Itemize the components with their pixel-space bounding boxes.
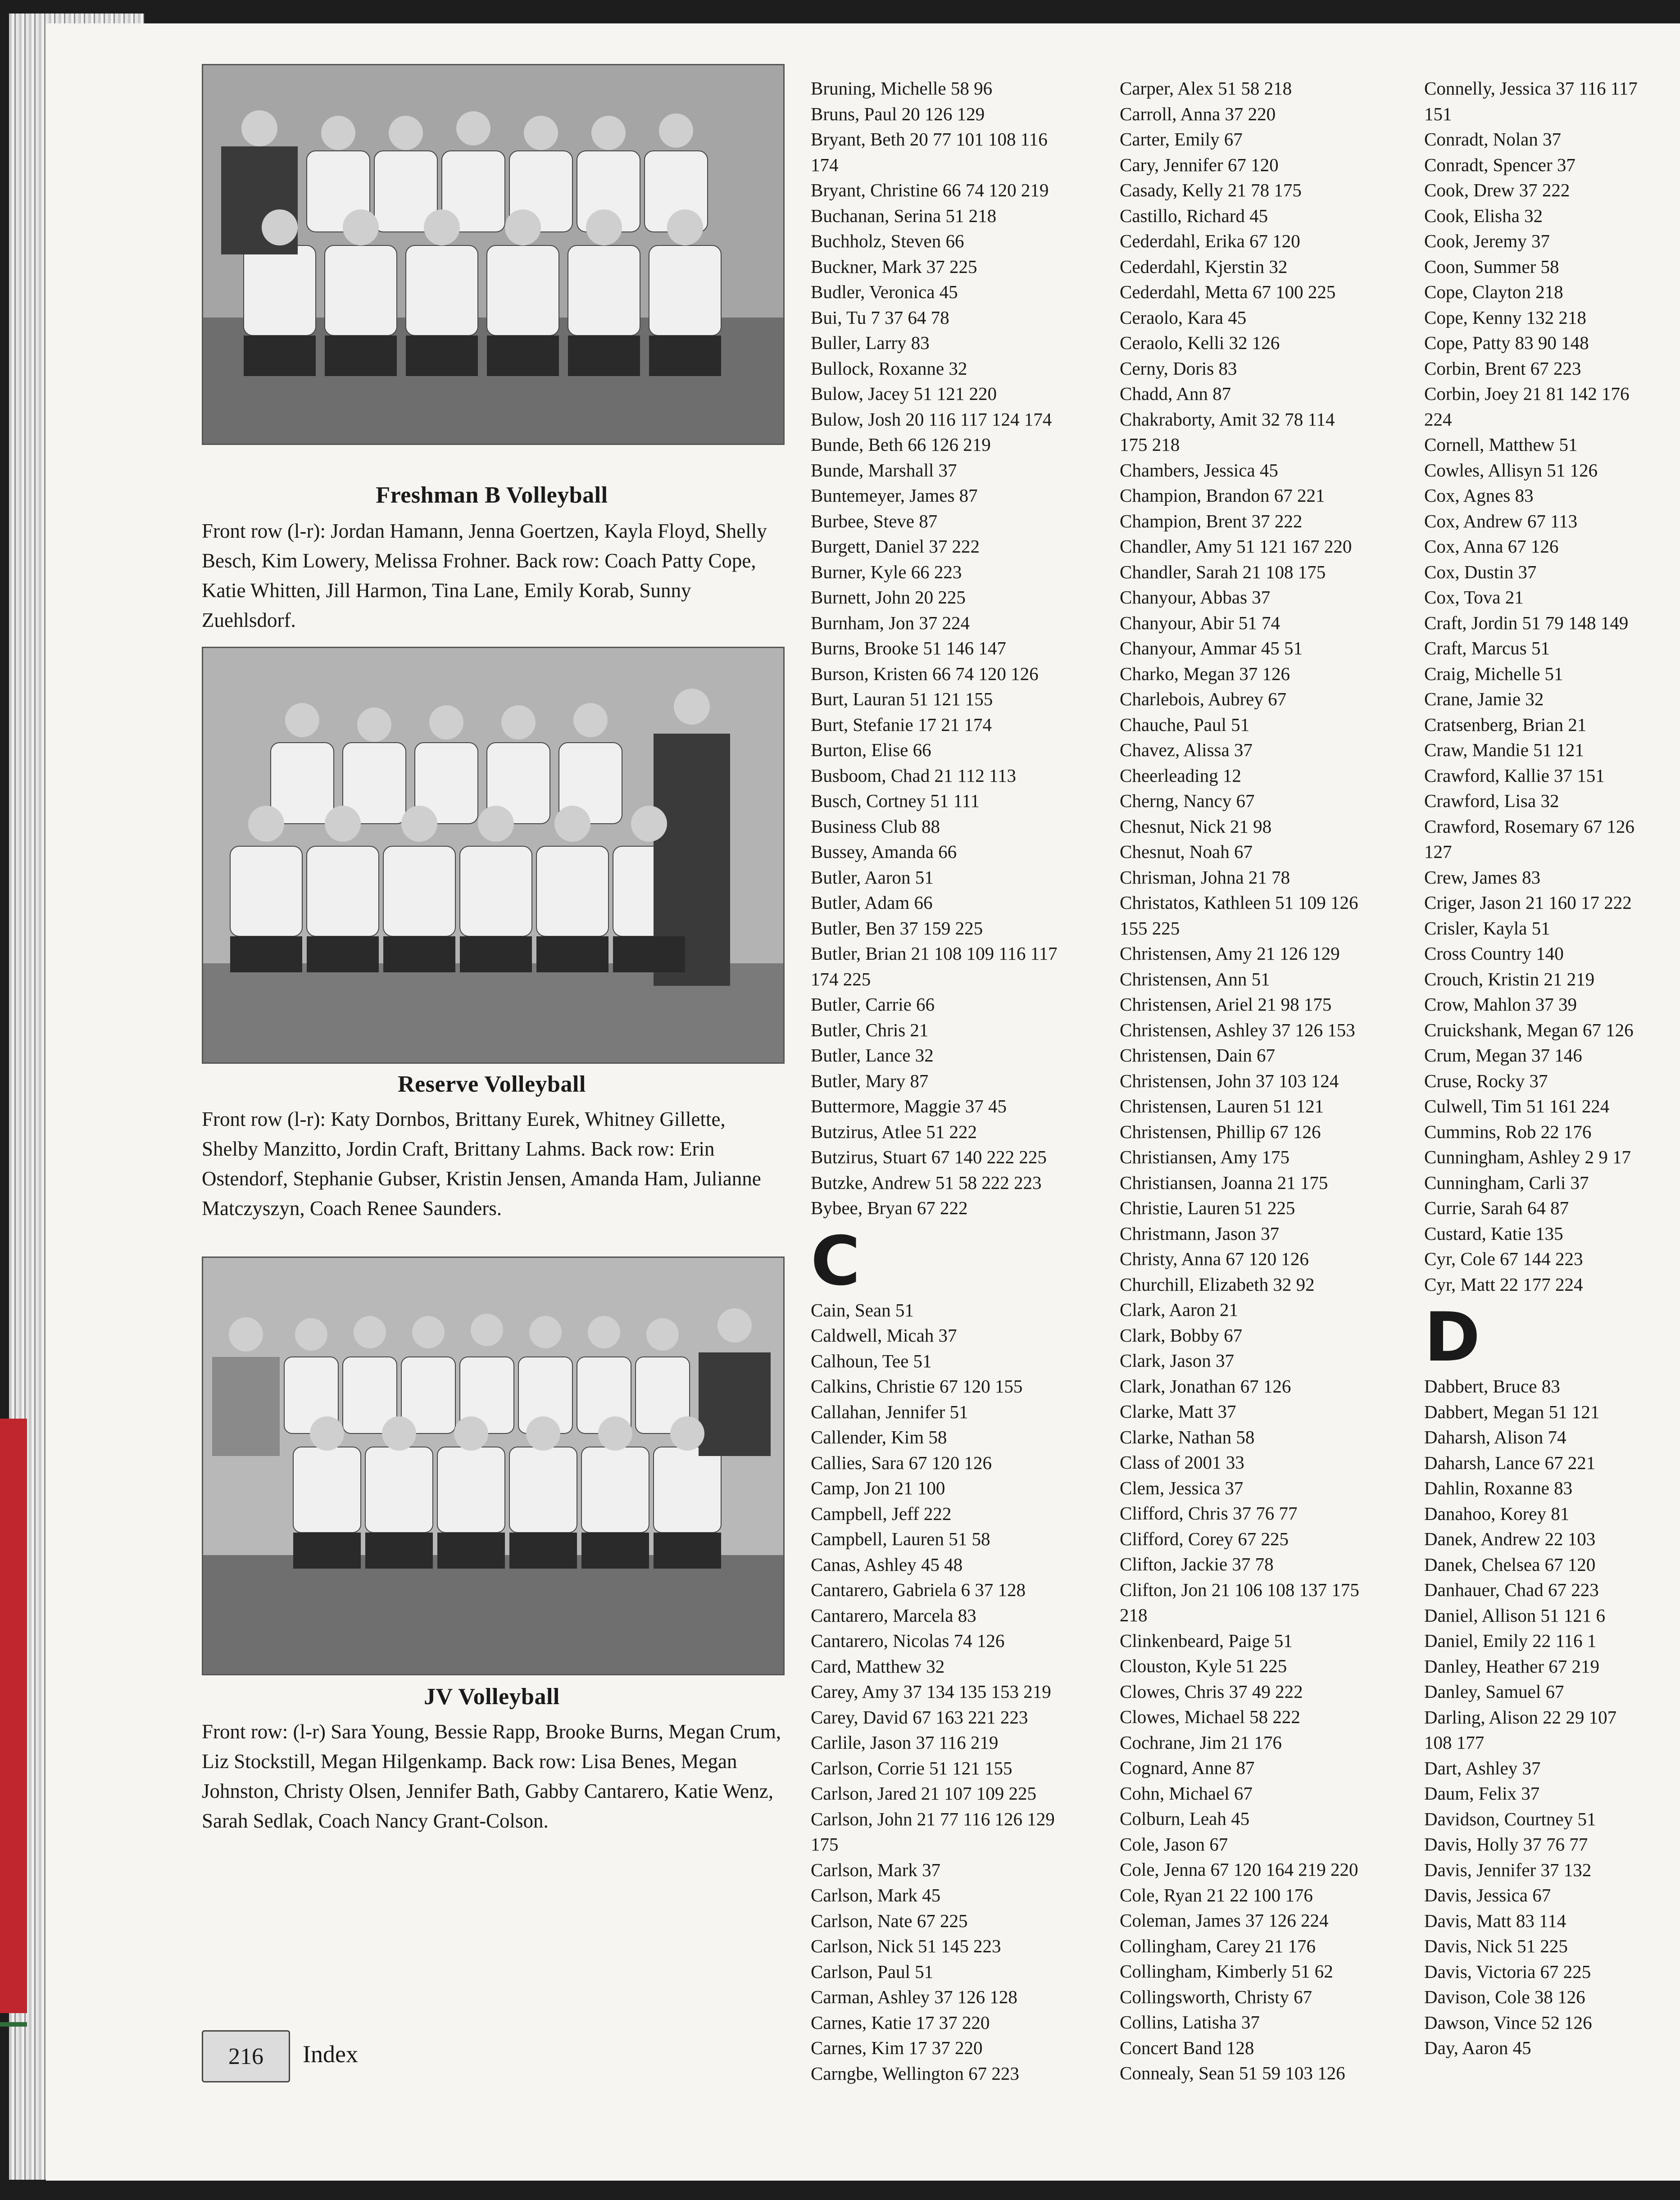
index-entry: Crew, James 83 xyxy=(1424,866,1541,888)
index-entry: Buchholz, Steven 66 xyxy=(811,231,964,251)
index-entry: Christensen, Ashley 37 126 153 xyxy=(1120,1019,1355,1040)
index-entry: Carlile, Jason 37 116 219 xyxy=(811,1732,999,1753)
index-entry: Clinkenbeard, Paige 51 xyxy=(1120,1630,1293,1651)
index-entry: Bybee, Bryan 67 222 xyxy=(811,1198,968,1218)
team-photo-reserve xyxy=(202,647,785,1064)
index-entry: Davison, Cole 38 126 xyxy=(1424,1987,1585,2007)
photo-caption: Front row: (l-r) Sara Young, Bessie Rapp, Brooke Burns, Megan Crum, Liz Stockstill, Megan Hilgenkamp. Back row: Lisa Benes, Megan Johnston, Christy Olsen, Jennifer Bath, Gabby Cantarero, Katie Wenz, Sarah Sedlak, Coach Nancy Grant-Colson. xyxy=(202,1720,781,1832)
index-entry: Chesnut, Noah 67 xyxy=(1120,841,1253,862)
index-entry: Callies, Sara 67 120 126 xyxy=(811,1452,992,1473)
index-entry: 174 225 xyxy=(811,968,871,989)
photo-caption: Front row (l-r): Katy Dornbos, Brittany Eurek, Whitney Gillette, Shelby Manzitto, Jordin Craft, Brittany Lahms. Back row: Erin Ostendorf, Stephanie Gubser, Kristin Jensen, Amanda Ham, Julianne Matczyszyn, Coach Renee Saunders. xyxy=(202,1108,761,1220)
index-entry: Cyr, Matt 22 177 224 xyxy=(1424,1274,1583,1295)
index-entry: Buckner, Mark 37 225 xyxy=(811,256,977,277)
index-entry: 151 xyxy=(1424,103,1452,124)
index-entry: Calhoun, Tee 51 xyxy=(811,1350,932,1371)
index-entry: Castillo, Richard 45 xyxy=(1120,205,1268,226)
index-entry: Davidson, Courtney 51 xyxy=(1424,1808,1596,1829)
index-entry: Chanyour, Abir 51 74 xyxy=(1120,612,1280,633)
index-entry: Butler, Ben 37 159 225 xyxy=(811,917,983,939)
index-entry: Cheerleading 12 xyxy=(1120,765,1241,786)
index-entry: Connealy, Sean 51 59 103 126 xyxy=(1120,2063,1345,2083)
index-entry: Butler, Adam 66 xyxy=(811,892,933,913)
index-entry: Chanyour, Abbas 37 xyxy=(1120,587,1271,608)
index-entry: Dabbert, Bruce 83 xyxy=(1424,1376,1560,1397)
index-entry: Caldwell, Micah 37 xyxy=(811,1325,957,1346)
index-entry: 224 xyxy=(1424,408,1452,430)
index-entry: Danley, Heather 67 219 xyxy=(1424,1656,1599,1677)
index-entry: Cruickshank, Megan 67 126 xyxy=(1424,1019,1634,1040)
index-entry: Campbell, Jeff 222 xyxy=(811,1503,952,1524)
index-entry: Crisler, Kayla 51 xyxy=(1424,917,1550,939)
index-entry: Daharsh, Lance 67 221 xyxy=(1424,1452,1596,1473)
index-entry: Bunde, Marshall 37 xyxy=(811,459,957,481)
index-entry: Day, Aaron 45 xyxy=(1424,2037,1531,2058)
index-entry: Burgett, Daniel 37 222 xyxy=(811,536,980,557)
index-entry: Busch, Cortney 51 111 xyxy=(811,790,980,811)
index-entry: Carper, Alex 51 58 218 xyxy=(1120,78,1292,99)
spine-green-mark xyxy=(0,2022,27,2027)
index-entry: Cederdahl, Erika 67 120 xyxy=(1120,231,1300,251)
index-entry: Budler, Veronica 45 xyxy=(811,281,958,302)
index-entry: Chesnut, Nick 21 98 xyxy=(1120,816,1272,837)
index-entry: Bulow, Josh 20 116 117 124 174 xyxy=(811,408,1052,430)
index-entry: Collins, Latisha 37 xyxy=(1120,2012,1260,2032)
index-entry: Charlebois, Aubrey 67 xyxy=(1120,689,1287,709)
index-entry: Cook, Elisha 32 xyxy=(1424,205,1543,226)
index-entry: Clark, Bobby 67 xyxy=(1120,1325,1243,1346)
index-entry: Chrisman, Johna 21 78 xyxy=(1120,866,1290,888)
index-entry: Cox, Tova 21 xyxy=(1424,587,1524,608)
index-entry: 108 177 xyxy=(1424,1732,1485,1753)
index-entry: Chandler, Sarah 21 108 175 xyxy=(1120,561,1326,582)
index-entry: Carnes, Katie 17 37 220 xyxy=(811,2012,990,2033)
index-entry: Bui, Tu 7 37 64 78 xyxy=(811,307,949,328)
index-entry: Craw, Mandie 51 121 xyxy=(1424,739,1584,760)
index-entry: Cole, Jason 67 xyxy=(1120,1833,1228,1855)
index-entry: Cantarero, Marcela 83 xyxy=(811,1605,976,1626)
index-entry: Coon, Summer 58 xyxy=(1424,256,1559,277)
index-entry: Clark, Jonathan 67 126 xyxy=(1120,1375,1291,1397)
index-entry: Bussey, Amanda 66 xyxy=(811,841,957,862)
index-entry: Clifton, Jackie 37 78 xyxy=(1120,1554,1274,1574)
index-entry: Buttermore, Maggie 37 45 xyxy=(811,1096,1007,1116)
index-entry: Christensen, Ann 51 xyxy=(1120,968,1270,989)
index-entry: Carey, David 67 163 221 223 xyxy=(811,1706,1028,1728)
index-entry: Cope, Patty 83 90 148 xyxy=(1424,332,1589,353)
index-entry: Bullock, Roxanne 32 xyxy=(811,358,967,379)
index-entry: Cunningham, Carli 37 xyxy=(1424,1172,1589,1193)
index-entry: Busboom, Chad 21 112 113 xyxy=(811,765,1016,786)
index-entry: Danley, Samuel 67 xyxy=(1424,1681,1564,1702)
index-entry: Conradt, Spencer 37 xyxy=(1424,154,1576,175)
index-entry: Cederdahl, Kjerstin 32 xyxy=(1120,256,1288,277)
index-entry: Carlson, Nate 67 225 xyxy=(811,1910,968,1931)
index-entry: Carey, Amy 37 134 135 153 219 xyxy=(811,1681,1051,1702)
index-entry: Bulow, Jacey 51 121 220 xyxy=(811,383,997,404)
index-entry: Crow, Mahlon 37 39 xyxy=(1424,994,1577,1015)
index-entry: Class of 2001 33 xyxy=(1120,1452,1244,1473)
section-label: Index xyxy=(303,2041,358,2068)
team-photo-jv xyxy=(202,1256,785,1675)
index-entry: Burson, Kristen 66 74 120 126 xyxy=(811,663,1039,684)
index-entry: Carman, Ashley 37 126 128 xyxy=(811,1987,1017,2007)
index-entry: Christiansen, Amy 175 xyxy=(1120,1147,1290,1167)
index-entry: Champion, Brent 37 222 xyxy=(1120,510,1303,531)
index-entry: Butler, Brian 21 108 109 116 117 xyxy=(811,943,1058,964)
index-column-3 xyxy=(1424,76,1676,2061)
index-entry: Burt, Stefanie 17 21 174 xyxy=(811,714,992,735)
index-entry: Cherng, Nancy 67 xyxy=(1120,790,1255,811)
index-entry: Cruse, Rocky 37 xyxy=(1424,1070,1548,1091)
index-entry: Ceraolo, Kelli 32 126 xyxy=(1120,332,1280,353)
index-entry: Clarke, Matt 37 xyxy=(1120,1401,1236,1422)
index-entry: Camp, Jon 21 100 xyxy=(811,1478,945,1498)
index-entry: Danahoo, Korey 81 xyxy=(1424,1503,1570,1524)
index-entry: 175 218 xyxy=(1120,434,1180,455)
index-entry: Danhauer, Chad 67 223 xyxy=(1424,1579,1599,1600)
index-entry: Chandler, Amy 51 121 167 220 xyxy=(1120,536,1352,557)
index-entry: Cary, Jennifer 67 120 xyxy=(1120,154,1279,175)
index-entry: Daum, Felix 37 xyxy=(1424,1783,1540,1804)
index-entry: Crawford, Rosemary 67 126 xyxy=(1424,816,1635,837)
index-entry: Carlson, Mark 45 xyxy=(811,1885,941,1905)
index-entry: Davis, Nick 51 225 xyxy=(1424,1936,1568,1956)
index-entry: Carngbe, Wellington 67 223 xyxy=(811,2063,1019,2084)
index-entry: Cope, Clayton 218 xyxy=(1424,281,1563,302)
index-entry: Cole, Jenna 67 120 164 219 220 xyxy=(1120,1859,1358,1880)
index-entry: Carlson, John 21 77 116 126 129 xyxy=(811,1808,1055,1829)
index-entry: Carlson, Corrie 51 121 155 xyxy=(811,1757,1013,1778)
index-entry: Bryant, Beth 20 77 101 108 116 xyxy=(811,129,1048,150)
index-entry: Concert Band 128 xyxy=(1120,2037,1254,2058)
index-entry: Clarke, Nathan 58 xyxy=(1120,1426,1255,1447)
index-entry: Dahlin, Roxanne 83 xyxy=(1424,1478,1573,1498)
index-entry: Burns, Brooke 51 146 147 xyxy=(811,638,1006,658)
index-entry: Cowles, Allisyn 51 126 xyxy=(1424,459,1598,481)
index-entry: Christensen, Phillip 67 126 xyxy=(1120,1121,1321,1142)
index-entry: Christensen, Ariel 21 98 175 xyxy=(1120,994,1332,1015)
index-entry: Christmann, Jason 37 xyxy=(1120,1223,1280,1244)
index-entry: Butler, Aaron 51 xyxy=(811,866,934,888)
index-entry: Davis, Jessica 67 xyxy=(1424,1885,1551,1905)
index-entry: Burner, Kyle 66 223 xyxy=(811,561,962,582)
index-entry: Carter, Emily 67 xyxy=(1120,129,1243,150)
index-entry: Cross Country 140 xyxy=(1424,943,1564,964)
index-entry: Davis, Holly 37 76 77 xyxy=(1424,1834,1588,1855)
index-entry: Christie, Lauren 51 225 xyxy=(1120,1198,1295,1218)
photo-caption: Front row (l-r): Jordan Hamann, Jenna Goertzen, Kayla Floyd, Shelly Besch, Kim Lowery, Melissa Frohner. Back row: Coach Patty Cope, Katie Whitten, Jill Harmon, Tina Lane, Emily Korab, Sunny Zuehlsdorf. xyxy=(202,520,767,631)
index-entry: Burton, Elise 66 xyxy=(811,739,931,760)
index-entry: Cornell, Matthew 51 xyxy=(1424,434,1578,455)
index-entry: Campbell, Lauren 51 58 xyxy=(811,1529,990,1549)
index-entry: Christensen, Amy 21 126 129 xyxy=(1120,943,1340,964)
index-entry: Christensen, John 37 103 124 xyxy=(1120,1070,1339,1091)
index-entry: Cederdahl, Metta 67 100 225 xyxy=(1120,281,1336,302)
index-entry: Craft, Jordin 51 79 148 149 xyxy=(1424,612,1629,633)
index-entry: Clowes, Michael 58 222 xyxy=(1120,1706,1300,1727)
index-entry: Chauche, Paul 51 xyxy=(1120,714,1250,735)
index-entry: Butler, Lance 32 xyxy=(811,1045,934,1066)
index-entry: Carlson, Jared 21 107 109 225 xyxy=(811,1783,1037,1804)
index-entry: Carlson, Nick 51 145 223 xyxy=(811,1936,1001,1956)
index-entry: Cook, Drew 37 222 xyxy=(1424,180,1570,200)
index-entry: Criger, Jason 21 160 17 222 xyxy=(1424,892,1632,913)
index-entry: Crawford, Lisa 32 xyxy=(1424,790,1559,811)
index-entry: Burt, Lauran 51 121 155 xyxy=(811,689,993,709)
index-entry: Cole, Ryan 21 22 100 176 xyxy=(1120,1884,1313,1905)
index-entry: Daniel, Emily 22 116 1 xyxy=(1424,1630,1597,1651)
index-entry: Clark, Jason 37 xyxy=(1120,1350,1234,1371)
index-entry: 218 xyxy=(1120,1605,1148,1625)
index-entry: Crouch, Kristin 21 219 xyxy=(1424,968,1595,989)
page-number-book-icon xyxy=(202,2030,290,2082)
index-entry: Burbee, Steve 87 xyxy=(811,510,938,531)
index-entry: Connelly, Jessica 37 116 117 xyxy=(1424,78,1638,99)
index-entry: Danek, Andrew 22 103 xyxy=(1424,1529,1596,1549)
index-entry: Corbin, Brent 67 223 xyxy=(1424,358,1581,379)
index-entry: Dawson, Vince 52 126 xyxy=(1424,2012,1592,2033)
index-entry: Callender, Kim 58 xyxy=(811,1427,947,1447)
index-entry: Cummins, Rob 22 176 xyxy=(1424,1121,1592,1142)
index-column-2 xyxy=(1120,76,1426,2086)
index-entry: Chanyour, Ammar 45 51 xyxy=(1120,638,1303,658)
index-entry: Butzirus, Atlee 51 222 xyxy=(811,1121,977,1142)
page-number: 216 xyxy=(228,2043,263,2069)
index-entry: Clowes, Chris 37 49 222 xyxy=(1120,1681,1303,1702)
index-entry: Daharsh, Alison 74 xyxy=(1424,1427,1566,1447)
index-entry: Carnes, Kim 17 37 220 xyxy=(811,2037,983,2058)
index-entry: Crum, Megan 37 146 xyxy=(1424,1045,1582,1066)
index-entry: Cunningham, Ashley 2 9 17 xyxy=(1424,1147,1631,1167)
index-entry: Chambers, Jessica 45 xyxy=(1120,459,1278,481)
index-entry: Clark, Aaron 21 xyxy=(1120,1299,1239,1320)
index-entry: Collingsworth, Christy 67 xyxy=(1120,1986,1312,2007)
index-entry: Canas, Ashley 45 48 xyxy=(811,1554,963,1575)
index-entry: Collingham, Kimberly 51 62 xyxy=(1120,1961,1333,1982)
index-entry: Christy, Anna 67 120 126 xyxy=(1120,1248,1309,1269)
index-entry: Conradt, Nolan 37 xyxy=(1424,129,1562,150)
index-entry: Colburn, Leah 45 xyxy=(1120,1808,1250,1829)
index-entry: Business Club 88 xyxy=(811,816,940,837)
index-entry: Currie, Sarah 64 87 xyxy=(1424,1198,1569,1218)
index-entry: Chavez, Alissa 37 xyxy=(1120,739,1253,760)
index-entry: Ceraolo, Kara 45 xyxy=(1120,307,1247,328)
index-entry: Cratsenberg, Brian 21 xyxy=(1424,714,1587,735)
index-entry: Dart, Ashley 37 xyxy=(1424,1757,1541,1778)
index-entry: Cain, Sean 51 xyxy=(811,1299,914,1320)
index-entry: Crane, Jamie 32 xyxy=(1424,689,1544,709)
index-section-letter: D xyxy=(1424,1298,1480,1377)
index-entry: Cox, Agnes 83 xyxy=(1424,485,1534,506)
index-entry: Cope, Kenny 132 218 xyxy=(1424,307,1586,328)
index-entry: Chakraborty, Amit 32 78 114 xyxy=(1120,408,1335,430)
index-entry: Cox, Anna 67 126 xyxy=(1424,536,1559,557)
index-entry: Crawford, Kallie 37 151 xyxy=(1424,765,1605,786)
index-entry: Butler, Carrie 66 xyxy=(811,994,935,1015)
index-entry: Buntemeyer, James 87 xyxy=(811,485,978,506)
index-entry: Cantarero, Nicolas 74 126 xyxy=(811,1630,1005,1651)
index-entry: Darling, Alison 22 29 107 xyxy=(1424,1706,1617,1728)
index-entry: Bruns, Paul 20 126 129 xyxy=(811,103,985,124)
index-entry: Christatos, Kathleen 51 109 126 xyxy=(1120,892,1358,913)
index-entry: Burnham, Jon 37 224 xyxy=(811,612,970,633)
index-entry: Butler, Chris 21 xyxy=(811,1019,929,1040)
index-entry: Champion, Brandon 67 221 xyxy=(1120,485,1325,506)
photo-title: Freshman B Volleyball xyxy=(376,482,608,508)
index-entry: Coleman, James 37 126 224 xyxy=(1120,1910,1329,1931)
index-entry: Cook, Jeremy 37 xyxy=(1424,231,1550,251)
index-entry: Callahan, Jennifer 51 xyxy=(811,1401,968,1422)
index-entry: Cyr, Cole 67 144 223 xyxy=(1424,1248,1583,1269)
index-entry: Collingham, Carey 21 176 xyxy=(1120,1935,1316,1956)
index-entry: 127 xyxy=(1424,841,1452,862)
index-entry: Cox, Andrew 67 113 xyxy=(1424,510,1578,531)
index-entry: Christensen, Dain 67 xyxy=(1120,1045,1276,1066)
index-entry: Carroll, Anna 37 220 xyxy=(1120,103,1276,124)
index-entry: Cantarero, Gabriela 6 37 128 xyxy=(811,1579,1026,1600)
index-entry: Clouston, Kyle 51 225 xyxy=(1120,1656,1287,1676)
spine-red-band xyxy=(0,1419,27,2013)
index-entry: 175 xyxy=(811,1834,839,1855)
team-photo-freshman-b xyxy=(202,64,785,445)
index-entry: Churchill, Elizabeth 32 92 xyxy=(1120,1274,1315,1295)
index-section-letter: C xyxy=(811,1222,861,1301)
photo-title: Reserve Volleyball xyxy=(398,1071,586,1097)
index-entry: Dabbert, Megan 51 121 xyxy=(1424,1401,1600,1422)
index-entry: Culwell, Tim 51 161 224 xyxy=(1424,1096,1610,1116)
index-entry: Butler, Mary 87 xyxy=(811,1070,929,1091)
index-entry: Buchanan, Serina 51 218 xyxy=(811,205,997,226)
index-entry: Clifford, Chris 37 76 77 xyxy=(1120,1503,1298,1524)
index-entry: Cohn, Michael 67 xyxy=(1120,1783,1253,1804)
index-entry: Charko, Megan 37 126 xyxy=(1120,663,1290,684)
index-entry: Craig, Michelle 51 xyxy=(1424,663,1563,684)
index-entry: Christensen, Lauren 51 121 xyxy=(1120,1096,1324,1116)
index-entry: Davis, Jennifer 37 132 xyxy=(1424,1859,1592,1880)
index-entry: Clifford, Corey 67 225 xyxy=(1120,1528,1289,1549)
index-entry: Butzirus, Stuart 67 140 222 225 xyxy=(811,1147,1047,1167)
index-column-1 xyxy=(811,76,1108,2086)
index-entry: Carlson, Mark 37 xyxy=(811,1859,941,1880)
index-entry: Calkins, Christie 67 120 155 xyxy=(811,1376,1023,1397)
index-entry: Casady, Kelly 21 78 175 xyxy=(1120,180,1302,200)
index-entry: Chadd, Ann 87 xyxy=(1120,383,1231,404)
index-entry: Cochrane, Jim 21 176 xyxy=(1120,1732,1282,1753)
index-entry: 174 xyxy=(811,154,839,175)
index-entry: Bunde, Beth 66 126 219 xyxy=(811,434,991,455)
index-entry: Clem, Jessica 37 xyxy=(1120,1477,1244,1498)
index-entry: 155 225 xyxy=(1120,917,1180,939)
index-entry: Danek, Chelsea 67 120 xyxy=(1424,1554,1596,1575)
index-entry: Carlson, Paul 51 xyxy=(811,1961,934,1982)
index-entry: Bryant, Christine 66 74 120 219 xyxy=(811,180,1049,200)
index-entry: Davis, Matt 83 114 xyxy=(1424,1910,1566,1931)
index-entry: Corbin, Joey 21 81 142 176 xyxy=(1424,383,1630,404)
index-entry: Daniel, Allison 51 121 6 xyxy=(1424,1605,1606,1626)
index-entry: Cognard, Anne 87 xyxy=(1120,1757,1255,1778)
index-entry: Davis, Victoria 67 225 xyxy=(1424,1961,1591,1982)
index-entry: Burnett, John 20 225 xyxy=(811,587,966,608)
index-entry: Christiansen, Joanna 21 175 xyxy=(1120,1172,1328,1193)
photo-title: JV Volleyball xyxy=(424,1684,560,1710)
index-entry: Cox, Dustin 37 xyxy=(1424,561,1537,582)
index-entry: Bruning, Michelle 58 96 xyxy=(811,78,993,99)
index-entry: Card, Matthew 32 xyxy=(811,1656,945,1677)
index-entry: Cerny, Doris 83 xyxy=(1120,358,1237,379)
index-entry: Clifton, Jon 21 106 108 137 175 xyxy=(1120,1579,1359,1600)
index-entry: Custard, Katie 135 xyxy=(1424,1223,1563,1244)
index-entry: Butzke, Andrew 51 58 222 223 xyxy=(811,1172,1042,1193)
index-entry: Craft, Marcus 51 xyxy=(1424,638,1550,658)
index-entry: Buller, Larry 83 xyxy=(811,332,930,353)
